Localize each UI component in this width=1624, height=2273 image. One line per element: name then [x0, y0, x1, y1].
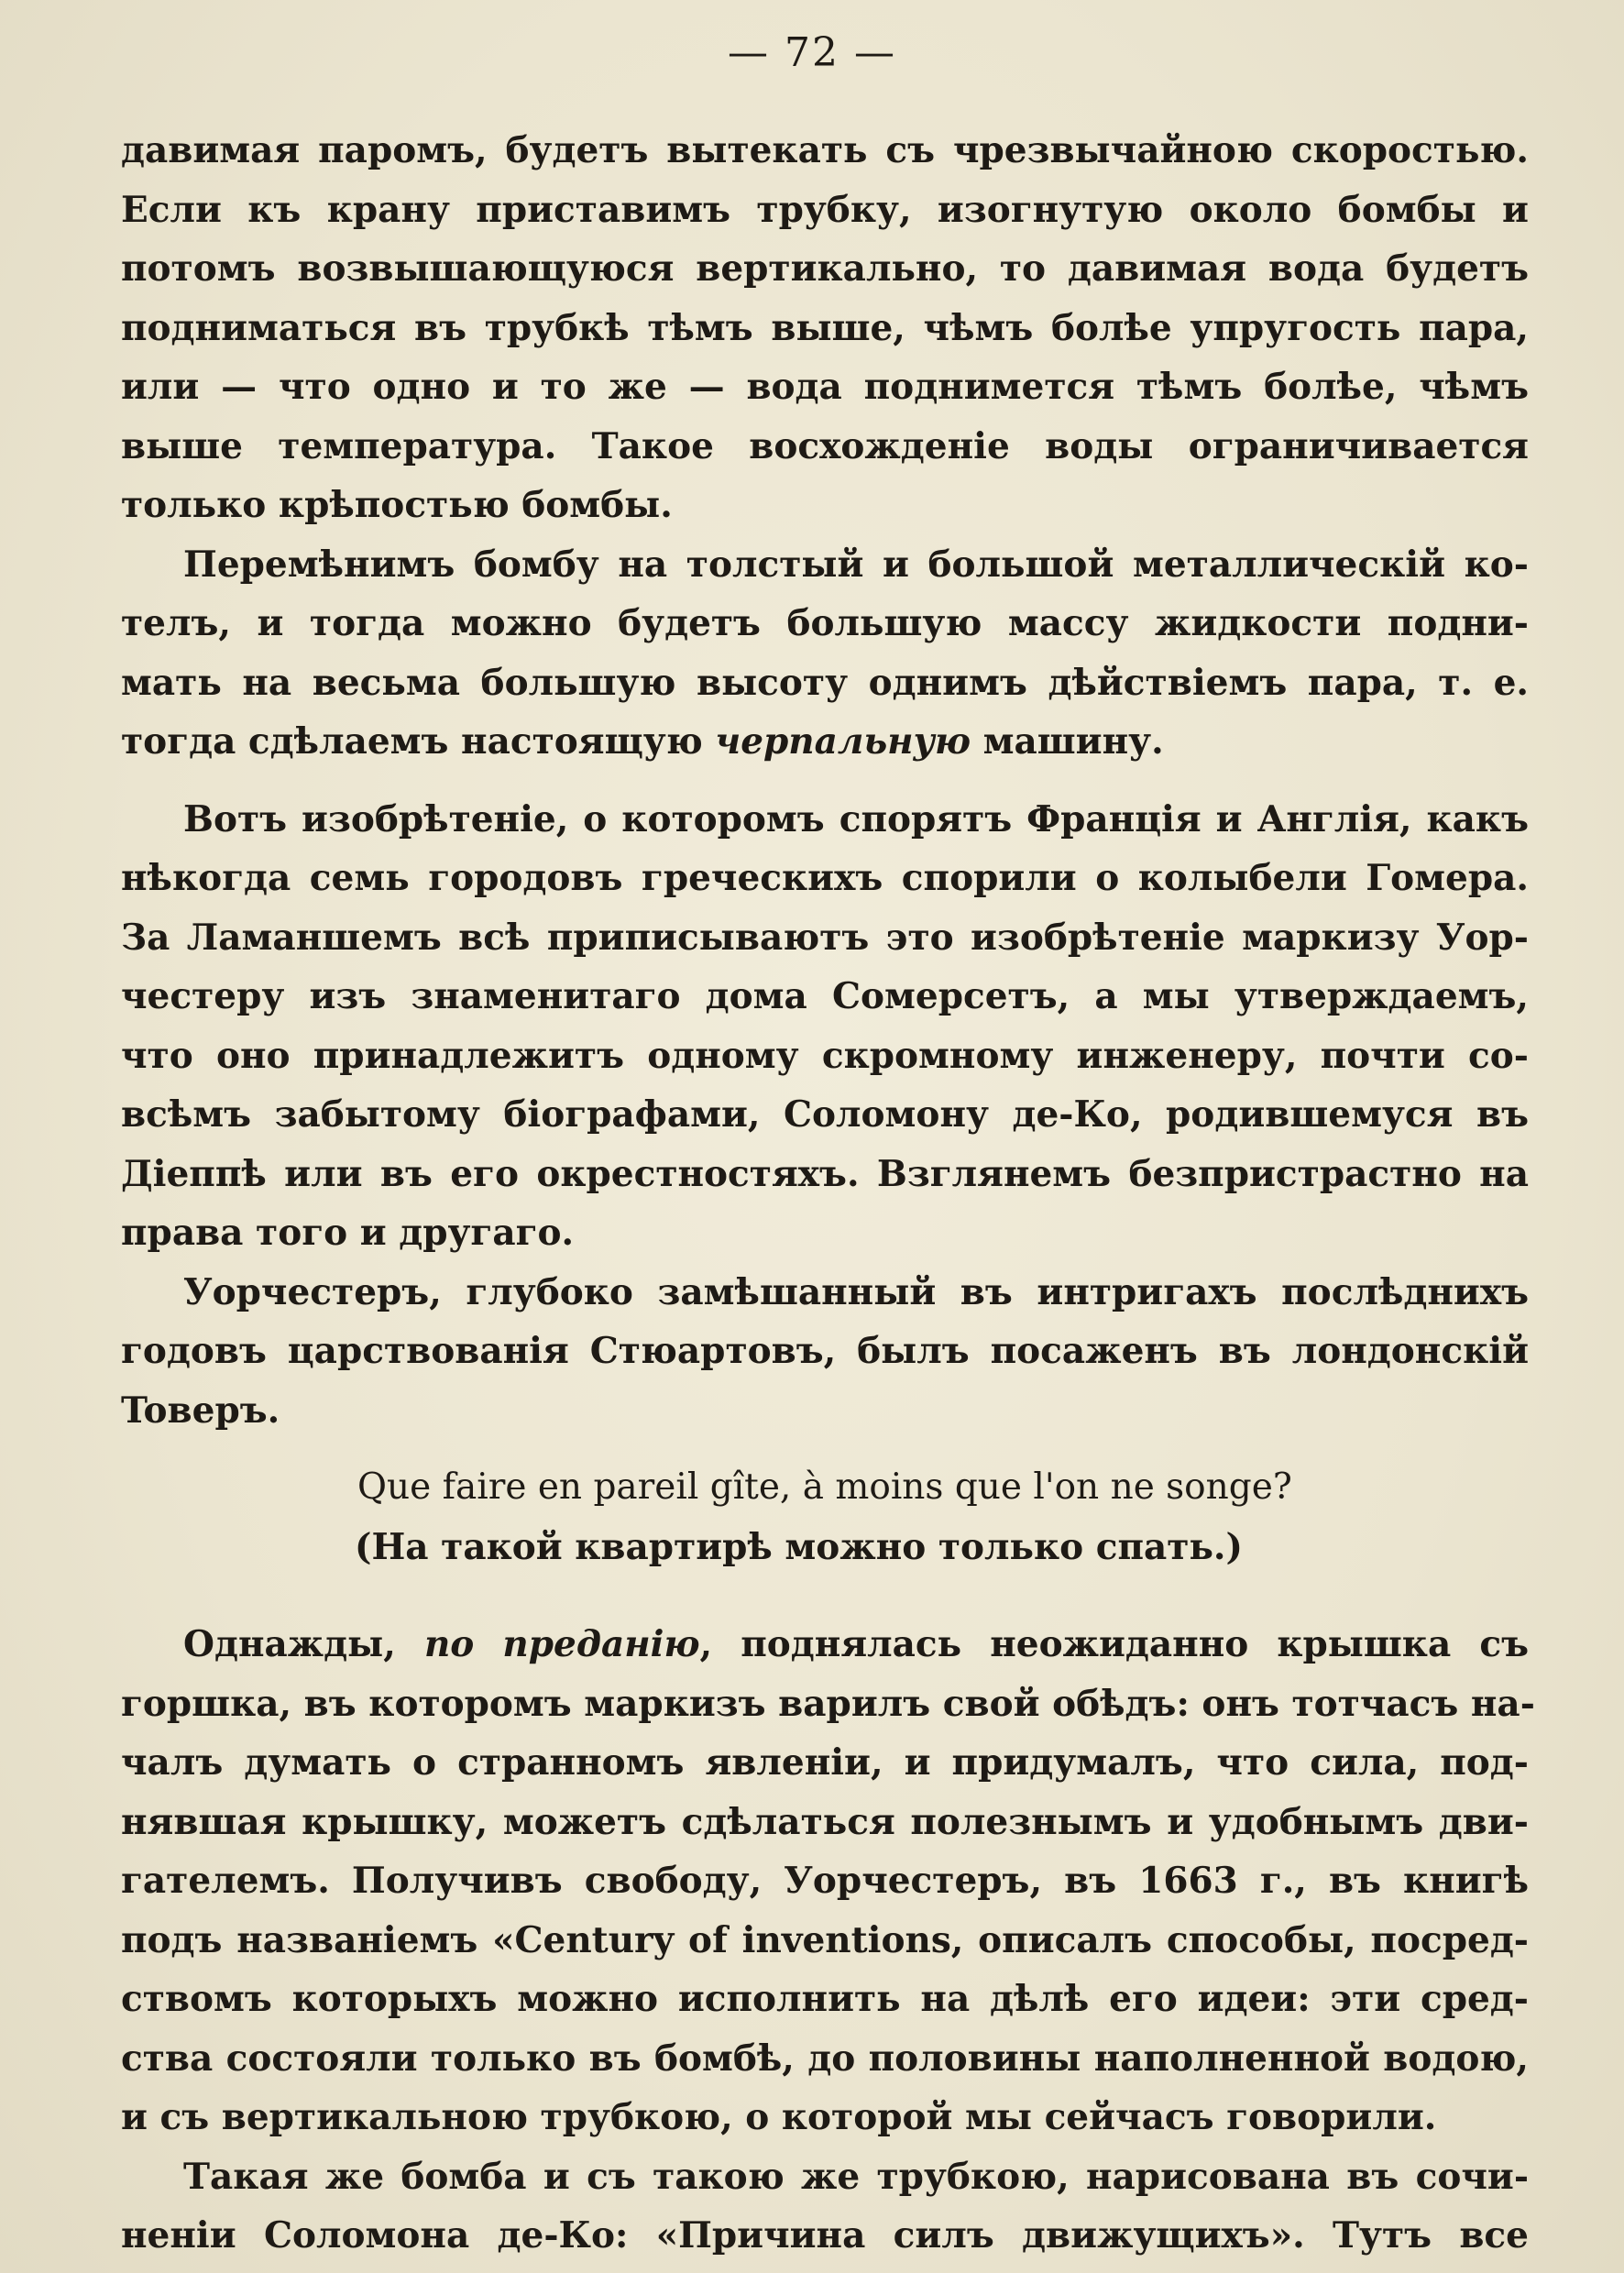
- italic-term: черпальную: [715, 720, 971, 763]
- text-line: неніи Соломона де-Ко: «Причина силъ движущихъ». Тутъ все: [121, 2214, 1529, 2257]
- text-line: За Ламаншемъ всѣ приписываютъ это изобрѣтеніе маркизу Уор-: [121, 916, 1529, 959]
- text-line: и съ вертикальною трубкою, о которой мы сейчасъ говорили.: [121, 2096, 1437, 2138]
- paragraph: [121, 790, 1529, 1263]
- paragraph-gap: [121, 772, 1529, 790]
- text-line: Діеппѣ или въ его окрестностяхъ. Взглянемъ безпристрастно на: [121, 1152, 1529, 1195]
- text-line: давимая паромъ, будетъ вытекать съ чрезвычайною скоростью.: [121, 129, 1529, 171]
- text-run: , поднялась неожиданно крышка съ: [699, 1623, 1529, 1665]
- text-line: потомъ возвышающуюся вертикально, то давимая вода будетъ: [121, 247, 1529, 290]
- text-line: нѣкогда семь городовъ греческихъ спорили о колыбели Гомера.: [121, 857, 1529, 899]
- text-run: тогда сдѣлаемъ настоящую: [121, 720, 716, 763]
- paragraph-gap: [121, 1440, 1529, 1458]
- text-line: Такая же бомба и съ такою же трубкою, нарисована въ сочи-: [183, 2155, 1529, 2198]
- text-run: Однажды,: [183, 1623, 424, 1665]
- text-line: ства состояли только въ бомбѣ, до половины наполненной водою,: [121, 2037, 1529, 2080]
- text-line: [121, 1615, 1529, 1675]
- text-line: чалъ думать о странномъ явленіи, и придумалъ, что сила, под-: [121, 1741, 1529, 1784]
- text-line: что оно принадлежитъ одному скромному инженеру, почти со-: [121, 1034, 1529, 1077]
- text-line: Перемѣнимъ бомбу на толстый и большой металлическій ко-: [183, 543, 1529, 586]
- text-line: горшка, въ которомъ маркизъ варилъ свой обѣдъ: онъ тотчасъ на-: [121, 1682, 1535, 1725]
- paragraph: [121, 2147, 1529, 2266]
- text-line: выше температура. Такое восхожденіе воды ограничивается: [121, 424, 1529, 467]
- text-line: Вотъ изобрѣтеніе, о которомъ спорятъ Франція и Англія, какъ: [183, 797, 1529, 840]
- text-line: подниматься въ трубкѣ тѣмъ выше, чѣмъ болѣе упругость пара,: [121, 306, 1529, 349]
- text-line: [121, 712, 1529, 772]
- text-line: или — что одно и то же — вода поднимется тѣмъ болѣе, чѣмъ: [121, 366, 1529, 408]
- text-line: Toверъ.: [121, 1389, 280, 1432]
- text-line: Если къ крану приставимъ трубку, изогнутую около бомбы и: [121, 188, 1529, 231]
- page-text: [121, 121, 1535, 2266]
- quotation: [121, 1458, 1529, 1576]
- text-line: только крѣпостью бомбы.: [121, 484, 673, 526]
- quote-line-translation: (На такой квартирѣ можно только спать.): [355, 1525, 1243, 1568]
- text-line: всѣмъ забытому біографами, Соломону де-Ко, родившемуся въ: [121, 1093, 1529, 1136]
- quote-line-french: Que faire en pareil gîte, à moins que l'on ne songe?: [357, 1466, 1292, 1508]
- text-line: гателемъ. Получивъ свободу, Уорчестеръ, въ 1663 г., въ книгѣ: [121, 1860, 1529, 1902]
- text-run: машину.: [971, 720, 1164, 763]
- paragraph: [121, 121, 1529, 535]
- paragraph: [121, 1615, 1535, 2147]
- text-line: ствомъ которыхъ можно исполнить на дѣлѣ его идеи: эти сред-: [121, 1978, 1529, 2020]
- text-line: Уорчестеръ, глубоко замѣшанный въ интригахъ послѣднихъ: [183, 1270, 1529, 1313]
- page-number: — 72 —: [728, 29, 896, 76]
- text-line: годовъ царствованія Стюартовъ, былъ посаженъ въ лондонскій: [121, 1330, 1529, 1372]
- paragraph-gap: [121, 1576, 1529, 1615]
- paragraph: [121, 1263, 1529, 1441]
- text-line: честеру изъ знаменитаго дома Сомерсетъ, а мы утверждаемъ,: [121, 975, 1529, 1017]
- italic-term: по преданію: [423, 1623, 700, 1665]
- text-line: права того и другаго.: [121, 1212, 575, 1254]
- text-line: подъ названіемъ «Century of inventions, описалъ способы, посред-: [121, 1918, 1529, 1961]
- paragraph: [121, 535, 1529, 772]
- text-line: мать на весьма большую высоту однимъ дѣйствіемъ пара, т. е.: [121, 661, 1529, 704]
- text-line: нявшая крышку, можетъ сдѣлаться полезнымъ и удобнымъ дви-: [121, 1800, 1529, 1843]
- text-line: телъ, и тогда можно будетъ большую массу жидкости подни-: [121, 602, 1529, 644]
